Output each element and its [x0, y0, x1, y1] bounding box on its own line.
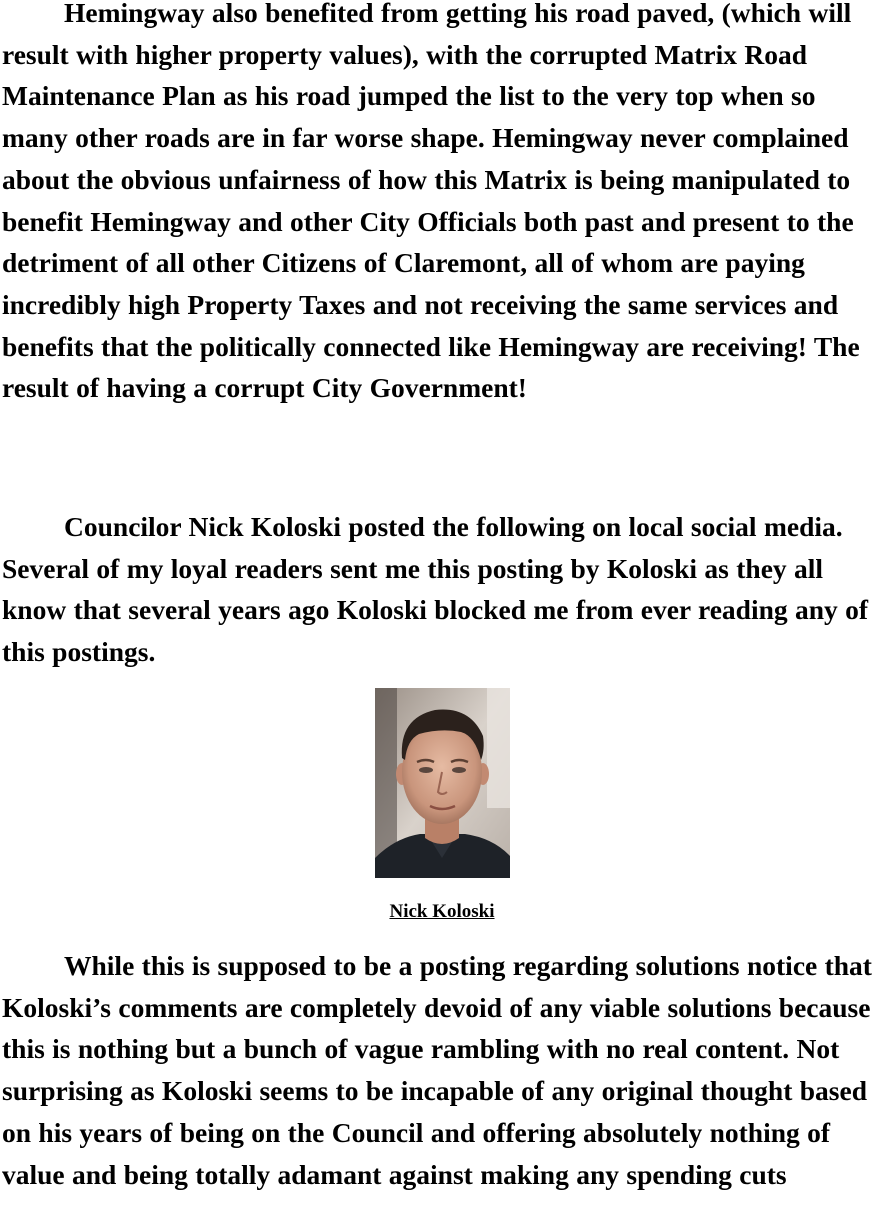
photo-caption: Nick Koloski — [389, 901, 495, 922]
portrait-photo — [375, 688, 510, 878]
body-paragraph-koloski-posting: Councilor Nick Koloski posted the following on local social media. Several of my loyal readers sent me this posting by Koloski as they all know that several years ago Koloski blocked me from ever reading any of this postings. — [2, 511, 869, 668]
body-paragraph-solutions: While this is supposed to be a posting regarding solutions notice that Koloski’s comments are completely devoid of any viable solutions because this is nothing but a bunch of vague rambling with no real content. Not surprising as Koloski seems to be incapable of any original thought based on his years of being on the Council and offering absolutely nothing of value and being totally adamant against making any spending cuts — [2, 950, 872, 1190]
portrait-image — [375, 688, 510, 878]
body-paragraph-hemingway: Hemingway also benefited from getting his road paved, (which will result with higher property values), with the corrupted Matrix Road Maintenance Plan as his road jumped the list to the very top when so many other roads are in far worse shape. Hemingway never complained about the obvious unfairness of how this Matrix is being manipulated to benefit Hemingway and other City Officials both past and present to the detriment of all other Citizens of Claremont, all of whom are paying incredibly high Property Taxes and not receiving the same services and benefits that the politically connected like Hemingway are receiving! The result of having a corrupt City Government! — [2, 0, 860, 404]
